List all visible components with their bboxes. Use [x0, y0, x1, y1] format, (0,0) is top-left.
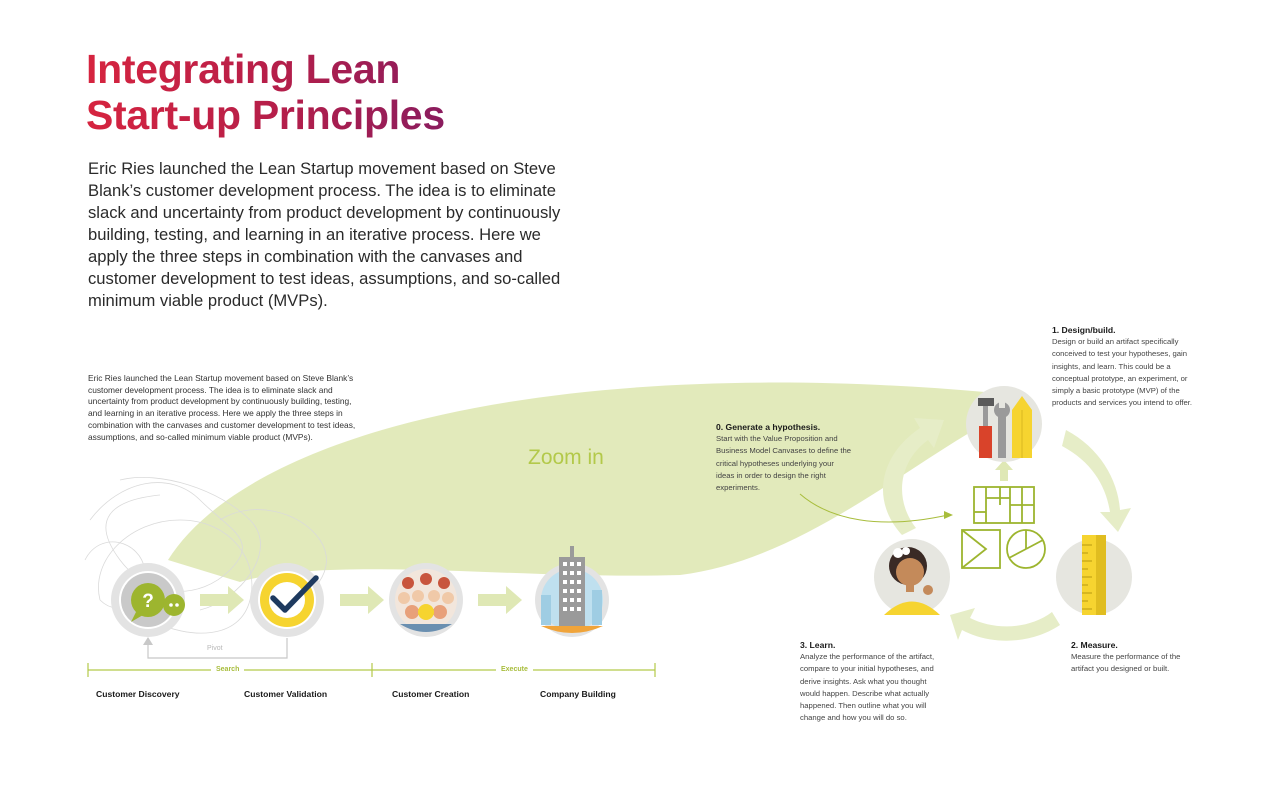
pivot-label: Pivot — [207, 645, 223, 652]
page-title-line2: Start-up Principles — [86, 92, 445, 138]
stage-label-customer-creation: Customer Creation — [392, 689, 470, 699]
stage-arrows — [200, 586, 522, 614]
intro-paragraph-small: Eric Ries launched the Lean Startup movement based on Steve Blank’s customer development process. The idea is to eliminate slack and uncertainty from product development by continuously building, testing, and learning in an iterative process. Here we apply the three steps in combination with the canvases and customer development to test ideas, assumptions, and so-called minimum viable product (MVPs). — [88, 373, 356, 442]
zoom-in-label: Zoom in — [528, 446, 604, 469]
customer-validation-icon — [250, 563, 324, 637]
step-learn — [800, 639, 940, 725]
learn-icon — [874, 539, 950, 615]
step-learn-desc: Analyze the performance of the artifact, compare to your initial hypotheses, and derive insights. Ask what you thought would happen. Describe what actually happened. Then outline what you will change and how you will do so. — [800, 652, 935, 723]
step-hypothesis-desc: Start with the Value Proposition and Business Model Canvases to define the critical hypotheses underlying your ideas in order to design the right experiments. — [716, 434, 852, 493]
phase-bracket — [88, 663, 655, 677]
step-hypothesis — [716, 421, 854, 494]
step-measure-desc: Measure the performance of the artifact you designed or built. — [1071, 652, 1181, 674]
stage-label-customer-discovery: Customer Discovery — [96, 689, 180, 699]
hypothesis-connector-head — [944, 511, 953, 519]
step-measure-title: 2. Measure. — [1071, 640, 1118, 650]
stage-label-customer-validation: Customer Validation — [244, 689, 328, 699]
cycle-arrow-bottom — [950, 608, 1060, 641]
pivot-arrow-head — [143, 637, 153, 645]
stage-label-company-building: Company Building — [540, 689, 616, 699]
svg-text:?: ? — [142, 591, 154, 612]
step-learn-title: 3. Learn. — [800, 640, 836, 650]
step-hypothesis-title: 0. Generate a hypothesis. — [716, 422, 821, 432]
phase-label-execute: Execute — [496, 666, 533, 673]
cycle-arrow-right — [1062, 430, 1131, 532]
canvases-icon — [962, 487, 1045, 568]
step-measure — [1071, 639, 1189, 676]
phase-label-search: Search — [211, 666, 244, 673]
page-title-line1: Integrating Lean — [86, 46, 401, 92]
up-arrow — [995, 460, 1013, 481]
measure-icon — [1056, 535, 1132, 615]
design-build-icon — [966, 386, 1042, 462]
step-design-build-title: 1. Design/build. — [1052, 325, 1116, 335]
step-design-build-desc: Design or build an artifact specifically conceived to test your hypotheses, gain insights, and learn. This could be a conceptual prototype, an experiment, or simply a basic prototype (MVP) of the products and services you intend to offer. — [1052, 337, 1193, 408]
customer-discovery-icon — [111, 563, 185, 637]
step-design-build — [1052, 324, 1202, 410]
customer-creation-icon — [389, 563, 463, 637]
intro-paragraph-large: Eric Ries launched the Lean Startup movement based on Steve Blank’s customer development process. The idea is to eliminate slack and uncertainty from product development by continuously building, testing, and learning in an iterative process. Here we apply the three steps in combination with the canvases and customer development to test ideas, assumptions, and so-called minimum viable product (MVPs). — [88, 159, 561, 310]
